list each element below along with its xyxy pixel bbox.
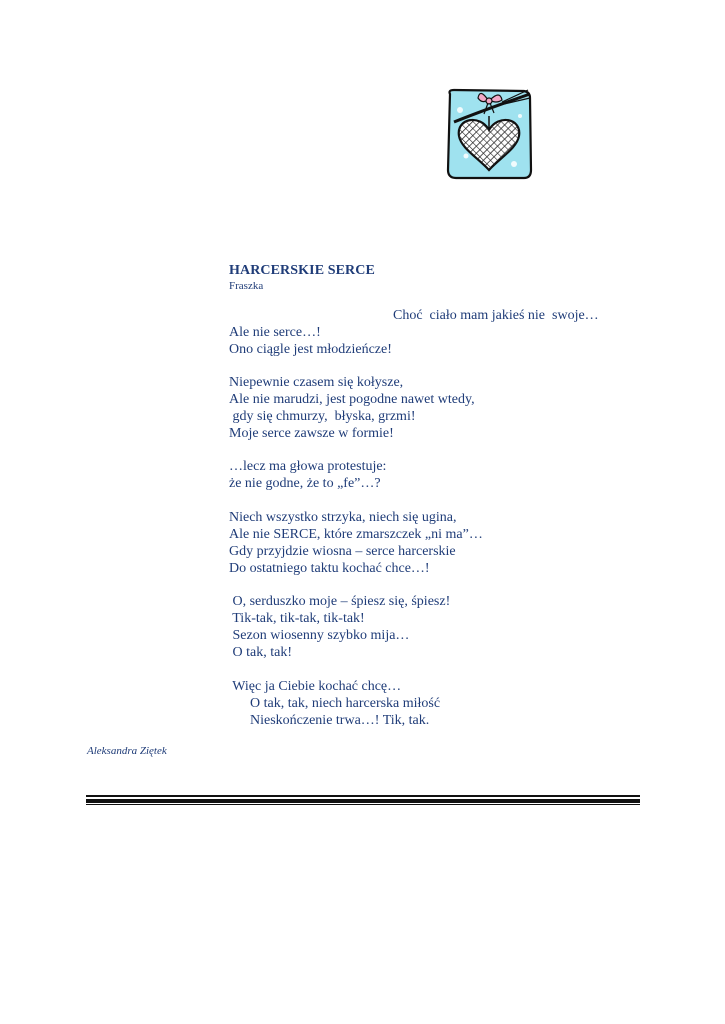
poem-line: Moje serce zawsze w formie!: [229, 426, 394, 441]
poem-line: O tak, tak!: [229, 645, 292, 660]
poem-line: O, serduszko moje – śpiesz się, śpiesz!: [229, 594, 451, 609]
poem-line: Gdy przyjdzie wiosna – serce harcerskie: [229, 544, 456, 559]
poem-line: Niech wszystko strzyka, niech się ugina,: [229, 510, 457, 525]
poem-line: gdy się chmurzy, błyska, grzmi!: [229, 409, 416, 424]
footer-divider: [86, 795, 640, 805]
poem-line: Więc ja Ciebie kochać chcę…: [229, 679, 402, 694]
poem-subtitle: Fraszka: [229, 280, 264, 292]
poem-line: Tik-tak, tik-tak, tik-tak!: [229, 611, 365, 626]
poem-line: O tak, tak, niech harcerska miłość: [229, 696, 441, 711]
poem-line: Sezon wiosenny szybko mija…: [229, 628, 410, 643]
poem-opening-line: Choć ciało mam jakieś nie swoje…: [393, 308, 599, 323]
poem-line: Do ostatniego taktu kochać chce…!: [229, 561, 430, 576]
poem-line: Ale nie serce…!: [229, 325, 321, 340]
poem-title: HARCERSKIE SERCE: [229, 263, 375, 278]
poem-line: …lecz ma głowa protestuje:: [229, 459, 387, 474]
poem-line: Ale nie SERCE, które zmarszczek „ni ma”…: [229, 527, 483, 542]
poem-line: Nieskończenie trwa…! Tik, tak.: [229, 713, 430, 728]
poem-line: Niepewnie czasem się kołysze,: [229, 375, 404, 390]
poem-line: że nie godne, że to „fe”…?: [229, 476, 381, 491]
poem-line: Ale nie marudzi, jest pogodne nawet wtedy,: [229, 392, 475, 407]
author-signature: Aleksandra Ziętek: [87, 745, 167, 757]
poem-line: Ono ciągle jest młodzieńcze!: [229, 342, 392, 357]
